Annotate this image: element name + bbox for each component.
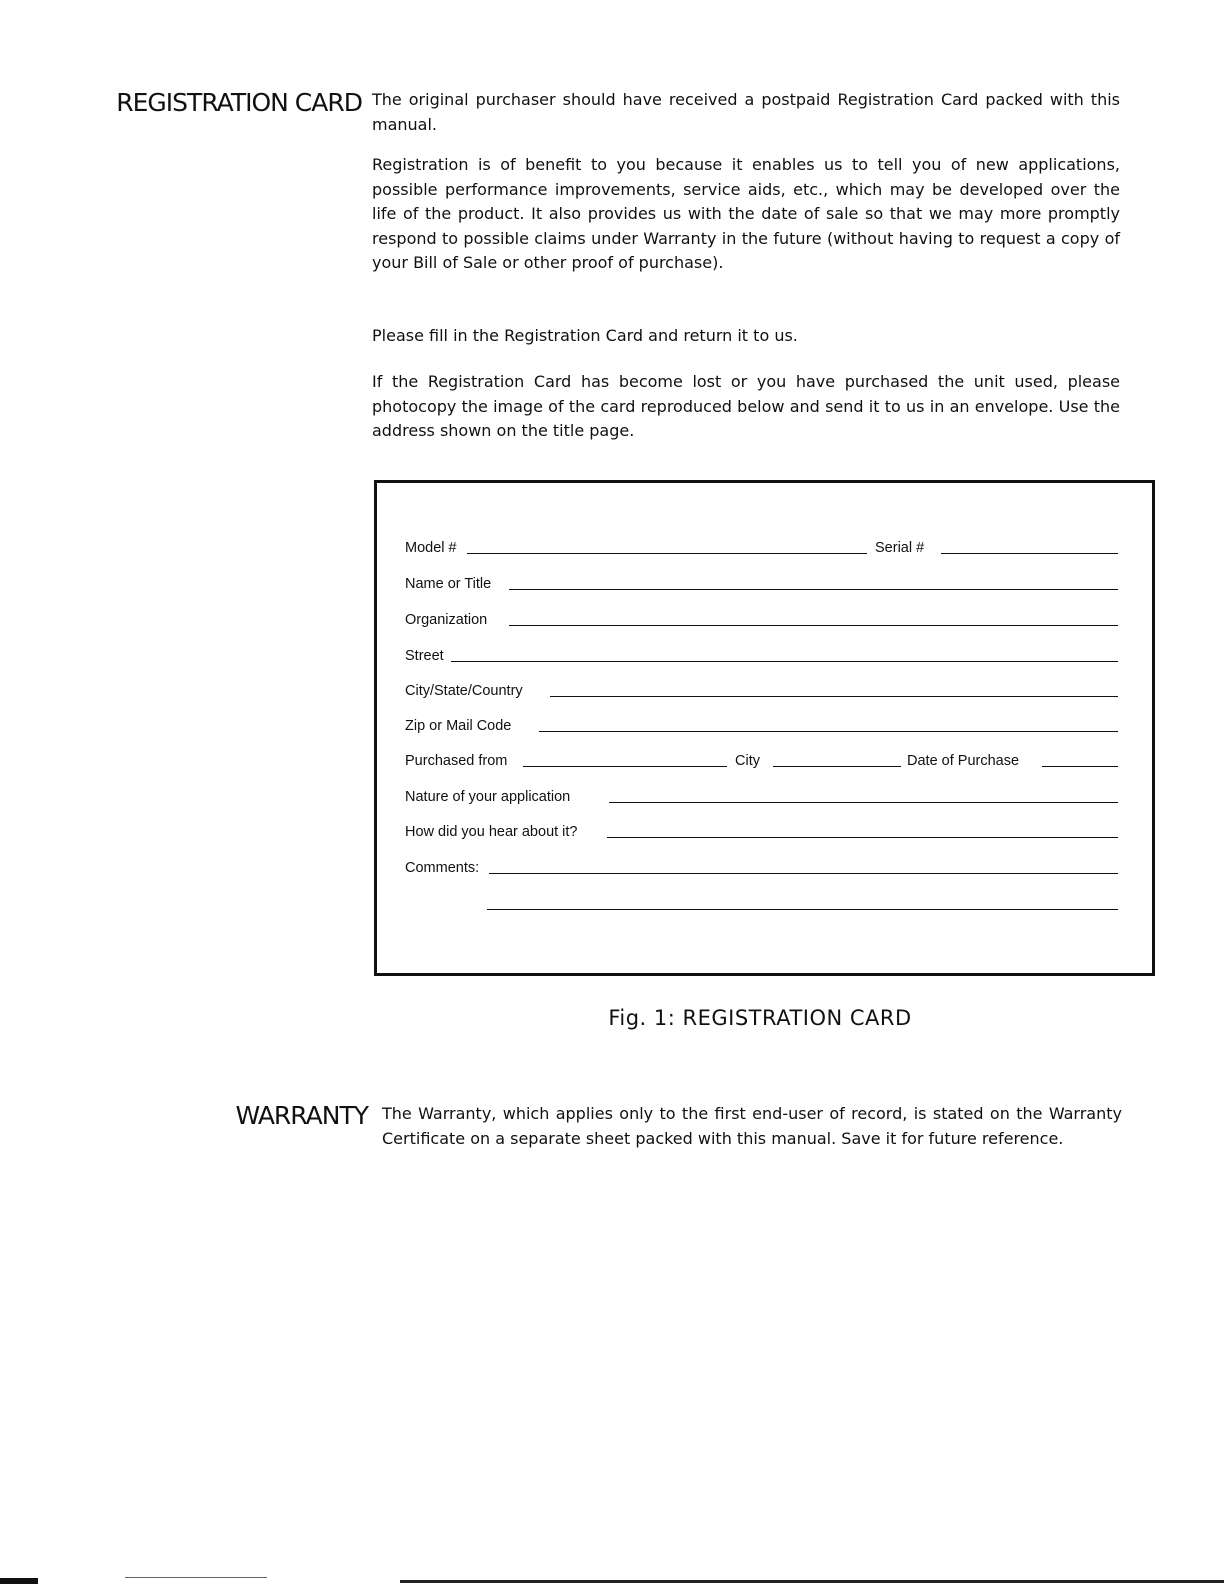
street-label: Street: [405, 648, 444, 664]
purchase-row: [405, 751, 1112, 773]
warranty-heading: WARRANTY: [235, 1101, 368, 1130]
street-row: [405, 646, 1112, 668]
date-of-purchase-label: Date of Purchase: [907, 753, 1020, 769]
street-line[interactable]: [451, 661, 1118, 662]
purchased-from-label: Purchased from: [405, 753, 508, 769]
model-serial-row: [405, 538, 1112, 560]
nature-line[interactable]: [609, 802, 1118, 803]
footer-rule: [400, 1580, 1224, 1583]
city-label: City: [735, 753, 760, 769]
registration-card-form: [374, 480, 1155, 976]
how-heard-label: How did you hear about it?: [405, 824, 578, 840]
organization-line[interactable]: [509, 625, 1118, 626]
city-state-row: [405, 681, 1112, 703]
zip-row: [405, 716, 1112, 738]
zip-line[interactable]: [539, 731, 1118, 732]
comments-row: [405, 858, 1112, 880]
registration-paragraph-3: Please fill in the Registration Card and return it to us.: [372, 326, 798, 345]
warranty-paragraph: The Warranty, which applies only to the first end-user of record, is stated on the Warranty Certificate on a separate sheet packed with this manual. Save it for future reference.: [382, 1104, 1122, 1148]
nature-label: Nature of your application: [405, 789, 571, 805]
organization-label: Organization: [405, 612, 488, 628]
registration-paragraph-4: If the Registration Card has become lost or you have purchased the unit used, please photocopy the image of the card reproduced below and send it to us in an envelope. Use the address shown on the title page.: [372, 372, 1120, 440]
city-state-label: City/State/Country: [405, 683, 523, 699]
how-heard-line[interactable]: [607, 837, 1118, 838]
name-label: Name or Title: [405, 576, 492, 592]
serial-label: Serial #: [875, 540, 925, 556]
serial-line[interactable]: [941, 553, 1118, 554]
city-state-line[interactable]: [550, 696, 1118, 697]
model-label: Model #: [405, 540, 457, 556]
name-row: [405, 574, 1112, 596]
date-of-purchase-line[interactable]: [1042, 766, 1118, 767]
how-heard-row: [405, 822, 1112, 844]
comments-label: Comments:: [405, 860, 480, 876]
comments-row-2: [405, 894, 1112, 916]
footer-blue-rule: [125, 1577, 267, 1578]
comments-line[interactable]: [489, 873, 1118, 874]
registration-heading: REGISTRATION CARD: [116, 88, 362, 117]
registration-paragraph-2: Registration is of benefit to you because it enables us to tell you of new applications, possible performance improvements, service aids, etc., which may be developed over the life of the product. It also provides us with the date of sale so that we may more promptly respond to possible claims under Warranty in the future (without having to request a copy of your Bill of Sale or other proof of purchase).: [372, 155, 1120, 272]
figure-caption: Fig. 1: REGISTRATION CARD: [608, 1006, 912, 1030]
corner-mark: [0, 1578, 38, 1584]
city-line[interactable]: [773, 766, 901, 767]
comments-line-2[interactable]: [487, 909, 1118, 910]
model-line[interactable]: [467, 553, 867, 554]
name-line[interactable]: [509, 589, 1118, 590]
organization-row: [405, 610, 1112, 632]
registration-paragraph-1: The original purchaser should have received a postpaid Registration Card packed with this manual.: [372, 90, 1120, 134]
zip-label: Zip or Mail Code: [405, 718, 512, 734]
purchased-from-line[interactable]: [523, 766, 727, 767]
nature-row: [405, 787, 1112, 809]
